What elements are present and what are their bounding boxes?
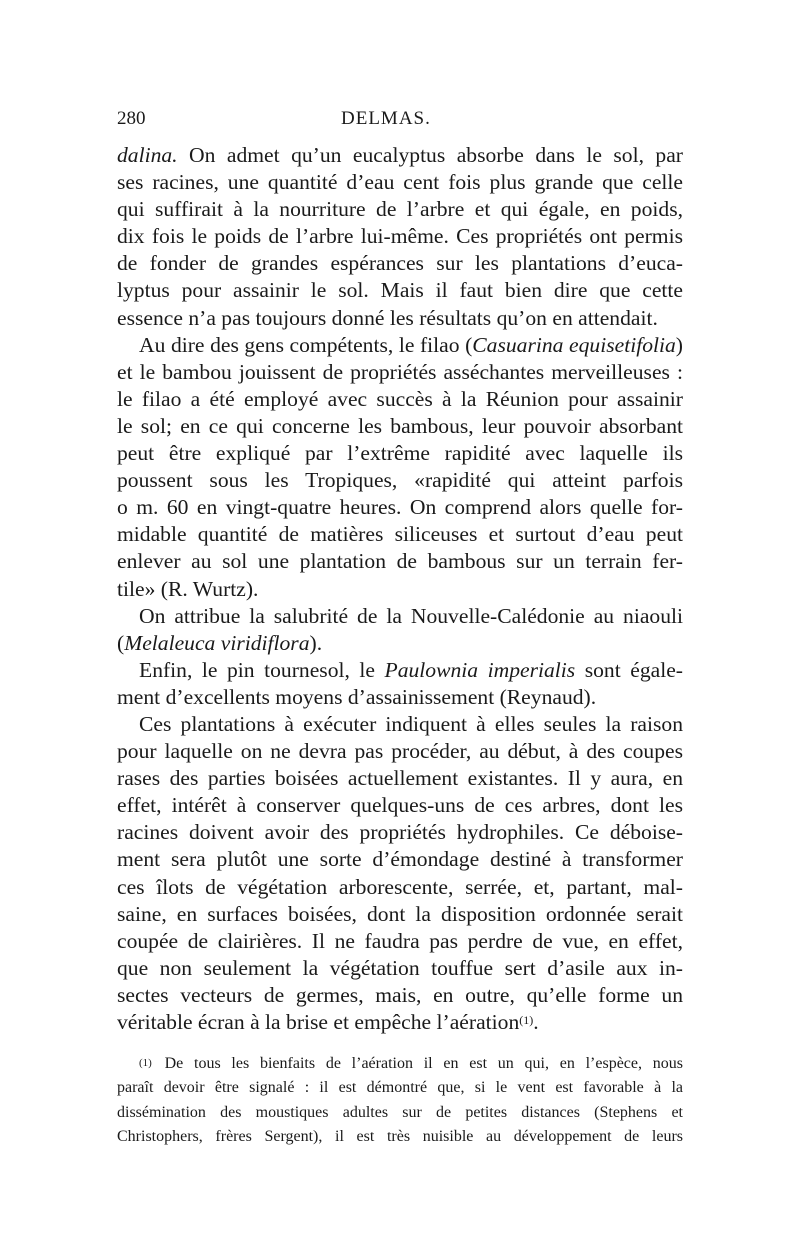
text-line: ses racines, une quantité d’eau cent fois plus grande que celle [117, 170, 683, 195]
footnote [117, 1052, 683, 1149]
text-line: saine, en surfaces boisées, dont la disposition ordonnée serait [117, 901, 683, 926]
text-line: On attribue la salubrité de la Nouvelle-Calédonie au niaouli [139, 603, 683, 628]
text-line: véritable écran à la brise et empêche l’aération$^{(1)}$. [117, 1010, 539, 1034]
text-line: pour laquelle on ne devra pas procéder, au début, à des coupes [117, 739, 683, 764]
footnote-line: paraît devoir être signalé : il est démontré que, si le vent est favorable à la [117, 1079, 683, 1097]
footnote-line: $^{(1)}$ De tous les bienfaits de l’aération il en est un qui, en l’espèce, nous [139, 1055, 683, 1073]
text-line: et le bambou jouissent de propriétés asséchantes merveilleuses : [117, 359, 683, 384]
text-line: le sol; en ce qui concerne les bambous, leur pouvoir absorbant [117, 413, 683, 438]
text-line: ment d’excellents moyens d’assainissement (Reynaud). [117, 684, 597, 709]
text-line: Au dire des gens compétents, le filao (Casuarina equisetifolia) [139, 332, 683, 357]
text-line: que non seulement la végétation touffue sert d’asile aux in- [117, 955, 683, 980]
text-line: Enfin, le pin tournesol, le Paulownia imperialis sont égale- [139, 657, 683, 682]
text-line: essence n’a pas toujours donné les résultats qu’on en attendait. [117, 305, 658, 330]
species-name: Melaleuca viridiflora [124, 630, 310, 655]
footnote-line: Christophers, frères Sergent), il est très nuisible au développement de leurs [117, 1127, 683, 1145]
text-line: dix fois le poids de l’arbre lui-même. Ces propriétés ont permis [117, 224, 683, 249]
page-header [117, 108, 683, 142]
text-line: de fonder de grandes espérances sur les plantations d’euca- [117, 251, 683, 276]
text-line: racines doivent avoir des propriétés hydrophiles. Ce déboise- [117, 820, 683, 845]
text-line: poussent sous les Tropiques, «rapidité qui atteint parfois [117, 468, 683, 493]
species-name: Casuarina equisetifolia [472, 332, 676, 357]
footnote-mark: (1) [139, 1057, 152, 1070]
text-line: qui suffirait à la nourriture de l’arbre et qui égale, en poids, [117, 197, 683, 222]
body-text [117, 142, 683, 1036]
running-head: DELMAS. [341, 108, 431, 129]
text-line: ces îlots de végétation arborescente, serrée, et, partant, mal- [117, 874, 683, 899]
text-line: lyptus pour assainir le sol. Mais il faut bien dire que cette [117, 278, 683, 303]
text-line: peut être expliqué par l’extrême rapidité avec laquelle ils [117, 441, 683, 466]
text-line: (Melaleuca viridiflora). [117, 630, 323, 655]
text-line: enlever au sol une plantation de bambous sur un terrain fer- [117, 549, 683, 574]
text-line: tile» (R. Wurtz). [117, 576, 259, 601]
text-line: Ces plantations à exécuter indiquent à elles seules la raison [139, 711, 683, 736]
text-line: effet, intérêt à conserver quelques-uns de ces arbres, dont les [117, 793, 683, 818]
text-line: midable quantité de matières siliceuses et surtout d’eau peut [117, 522, 683, 547]
text-line: coupée de clairières. Il ne faudra pas perdre de vue, en effet, [117, 928, 683, 953]
text-line: o m. 60 en vingt-quatre heures. On comprend alors quelle for- [117, 495, 683, 520]
text-line: rases des parties boisées actuellement existantes. Il y aura, en [117, 766, 683, 791]
species-name: dalina. [117, 143, 178, 167]
text-line: le filao a été employé avec succès à la Réunion pour assainir [117, 386, 683, 411]
text-line: dalina. On admet qu’un eucalyptus absorbe dans le sol, par [117, 143, 683, 167]
text-line: sectes vecteurs de germes, mais, en outre, qu’elle forme un [117, 982, 683, 1007]
book-page [117, 108, 683, 1149]
footnote-line: dissémination des moustiques adultes sur de petites distances (Stephens et [117, 1103, 683, 1121]
text-line: ment sera plutôt une sorte d’émondage destiné à transformer [117, 847, 683, 872]
page-number: 280 [117, 108, 146, 129]
species-name: Paulownia imperialis [384, 657, 576, 682]
footnote-reference: (1) [519, 1013, 534, 1027]
